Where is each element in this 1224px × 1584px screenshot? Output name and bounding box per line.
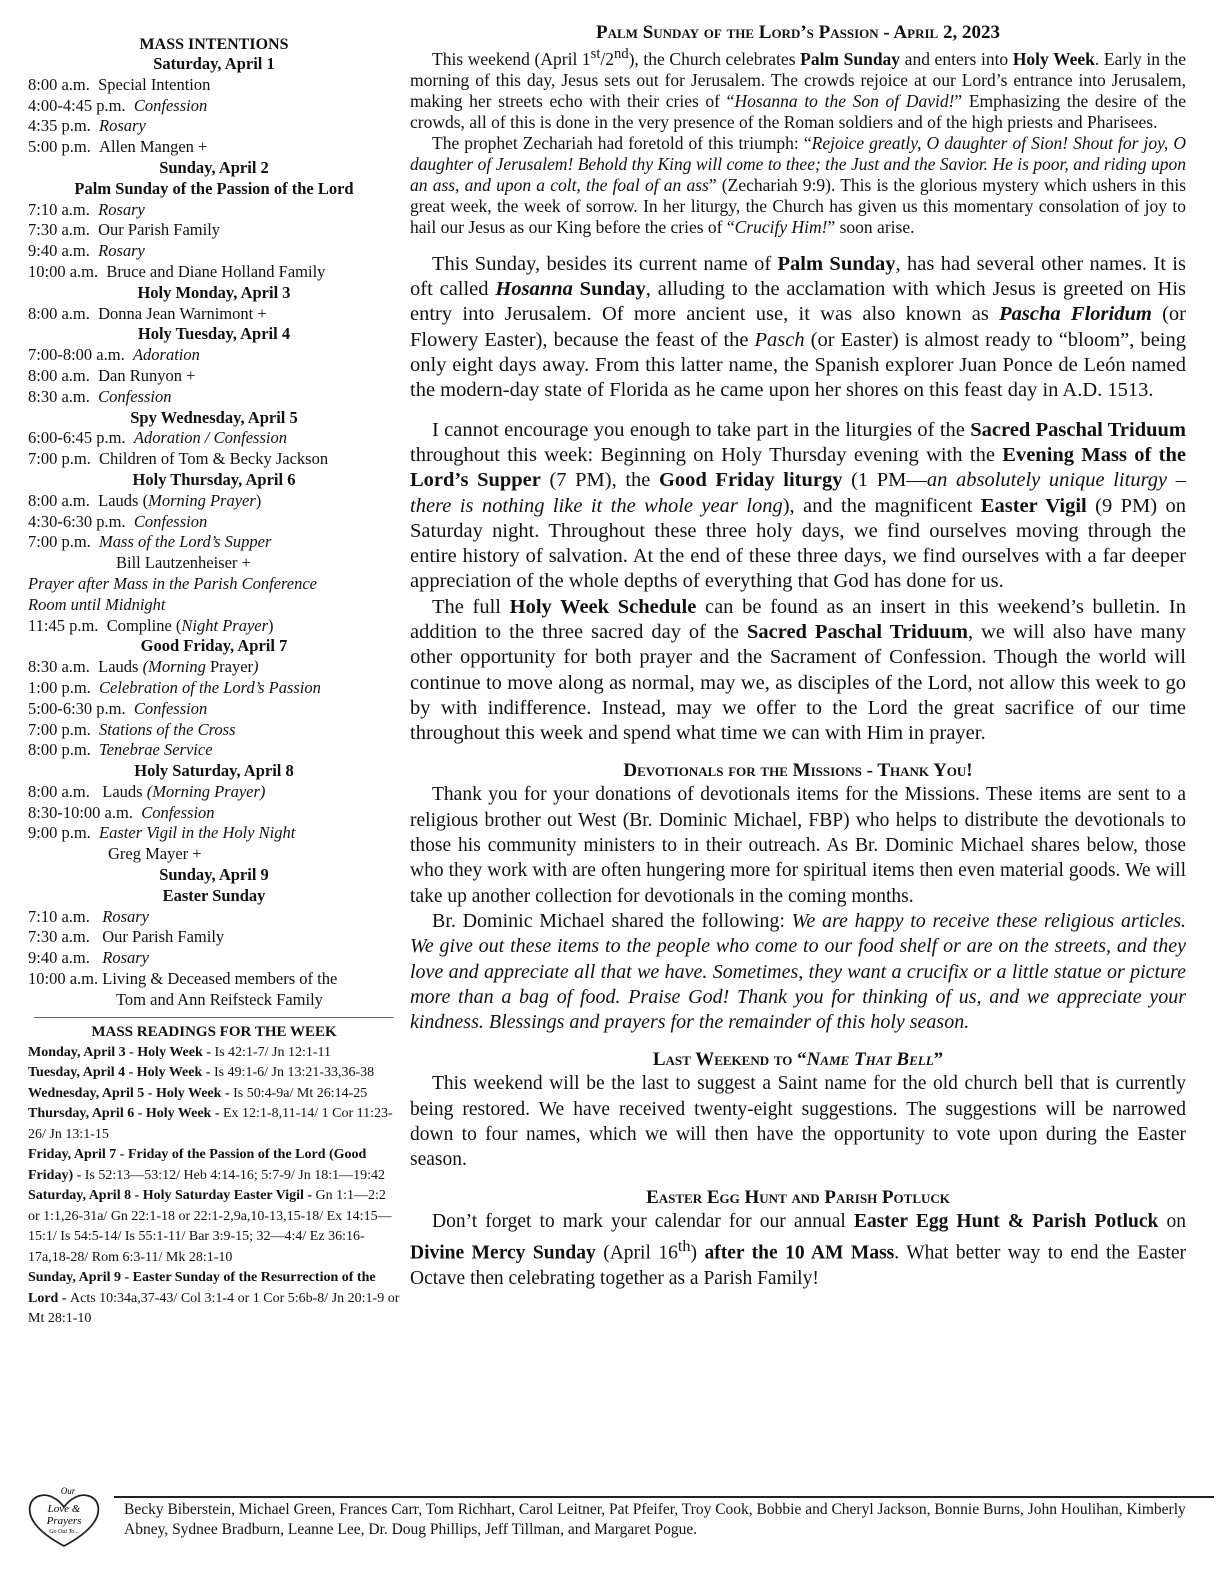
intention-time: 8:00 a.m. bbox=[28, 365, 90, 385]
readings-list bbox=[28, 1043, 400, 1330]
day-heading: Sunday, April 2 bbox=[159, 157, 269, 177]
mass-intentions-days bbox=[28, 54, 400, 470]
intention-line: 9:40 a.m. Rosary bbox=[28, 948, 149, 968]
intention-text: Adoration bbox=[132, 345, 200, 365]
intention-time: 7:00 p.m. bbox=[28, 449, 91, 469]
intention-text: Our Parish Family bbox=[98, 220, 221, 240]
mass-intentions-title: MASS INTENTIONS bbox=[139, 36, 289, 53]
reading-item bbox=[28, 1186, 400, 1268]
intention-line bbox=[28, 241, 400, 262]
intention-time: 7:10 a.m. bbox=[28, 199, 90, 219]
intention-text: Dan Runyon + bbox=[98, 365, 196, 385]
intention-text: Allen Mangen + bbox=[99, 137, 208, 157]
logo-text: Love & bbox=[47, 1503, 81, 1515]
intention-line: Greg Mayer + bbox=[108, 844, 202, 864]
reading-day: Sunday, April 9 - Easter Sunday of the Resurrection of the Lord - bbox=[28, 1270, 376, 1306]
day-heading: Spy Wednesday, April 5 bbox=[130, 407, 298, 427]
intention-text: Children of Tom & Becky Jackson bbox=[99, 449, 329, 469]
intention-text: Adoration / Confession bbox=[133, 428, 287, 448]
intention-line bbox=[28, 428, 400, 449]
intention-line bbox=[28, 387, 400, 408]
intention-time: 4:00-4:45 p.m. bbox=[28, 95, 126, 115]
palm-sunday-paragraph: I cannot encourage you enough to take part in the liturgies of the Sacred Paschal Triduum throughout this week: Beginning on Holy Thursday evening with the Evening Mass of the Lord’s Supper (7 PM), the Good Friday liturgy (1 PM—an absolutely unique liturgy – there is nothing like it the whole year long), and the magnificent Easter Vigil (9 PM) on Saturday night. Throughout these three holy days, we find ourselves moving through the entire history of salvation. At the end of these three days, we find ourselves with a far deeper appreciation of the whole depths of everything that God has done for us. bbox=[410, 418, 1187, 593]
reading-refs: Gn 1:1—2:2 or 1:1,26-31a/ Gn 22:1-18 or 22:1-2,9a,10-13,15-18/ Ex 14:15—15:1/ Is 54:5-14/ Is 55:1-11/ Bar 3:9-15; 32—4:4/ Ez 36:16-17a,18-28/ Rom 6:3-11/ Mk 28:1-10 bbox=[28, 1188, 392, 1265]
intention-line: 8:00 a.m. Lauds (Morning Prayer) bbox=[28, 781, 266, 801]
prayer-names: Becky Biberstein, Michael Green, Frances Carr, Tom Richhart, Carol Leitner, Pat Pfeifer, Troy Cook, Bobbie and Cheryl Jackson, Bonnie Burns, John Houlihan, Kimberly Abney, Sydnee Bradburn, Leanne Lee, Dr. Doug Phillips, Jeff Tillman, and Margaret Pogue. bbox=[124, 1501, 1186, 1538]
intention-time: 8:00 a.m. bbox=[28, 303, 90, 323]
reading-item bbox=[28, 1063, 400, 1084]
intention-line bbox=[28, 220, 400, 241]
reading-day: Monday, April 3 - Holy Week - bbox=[28, 1044, 215, 1060]
prayer-list-footer bbox=[24, 1486, 1194, 1550]
intention-text: Special Intention bbox=[98, 74, 211, 94]
reading-day: Wednesday, April 5 - Holy Week - bbox=[28, 1085, 234, 1101]
reading-item bbox=[28, 1084, 400, 1105]
intention-line: 5:00-6:30 p.m. Confession bbox=[28, 698, 208, 718]
intention-line: Bill Lautzenheiser + bbox=[116, 553, 251, 573]
intention-text: Rosary bbox=[98, 199, 145, 219]
reading-item bbox=[28, 1145, 400, 1186]
intention-time: 8:30 a.m. bbox=[28, 386, 90, 406]
day-heading: Holy Tuesday, April 4 bbox=[137, 324, 291, 344]
palm-sunday-paragraph: This weekend (April 1st/2nd), the Church celebrates Palm Sunday and enters into Holy Week. Early in the morning of this day, Jesus sets out for Jerusalem. The crowds rejoice at our Lord’s entrance into Jerusalem, making her streets echo with their cries of “Hosanna to the Son of David!” Emphasizing the desire of the crowds, all of this is done in the very presence of the Roman soldiers and of the high priests and Pharisees. bbox=[410, 46, 1186, 132]
day-heading: Holy Saturday, April 8 bbox=[134, 761, 294, 781]
intention-time: 7:00-8:00 a.m. bbox=[28, 345, 125, 365]
day-heading: Saturday, April 1 bbox=[153, 54, 275, 73]
readings-title: MASS READINGS FOR THE WEEK bbox=[91, 1023, 337, 1040]
intention-line bbox=[28, 366, 400, 387]
reading-refs: Acts 10:34a,37-43/ Col 3:1-4 or 1 Cor 5:6b-8/ Jn 20:1-9 or Mt 28:1-10 bbox=[28, 1290, 400, 1327]
day-heading: Palm Sunday of the Passion of the Lord bbox=[74, 178, 354, 198]
reading-refs: Is 52:13—53:12/ Heb 4:14-16; 5:7-9/ Jn 18:1—19:42 bbox=[84, 1167, 385, 1183]
intention-text: Rosary bbox=[99, 116, 146, 136]
intention-line bbox=[28, 200, 400, 221]
reading-day: Tuesday, April 4 - Holy Week - bbox=[28, 1065, 214, 1081]
intention-line: 9:00 p.m. Easter Vigil in the Holy Night bbox=[28, 823, 296, 843]
reading-item bbox=[28, 1043, 400, 1064]
love-and-prayers-logo bbox=[24, 1486, 104, 1550]
intention-line bbox=[28, 96, 400, 117]
intention-time: 4:35 p.m. bbox=[28, 116, 91, 136]
intention-time: 10:00 a.m. bbox=[28, 261, 99, 281]
intention-line: Prayer after Mass in the Parish Conference bbox=[28, 573, 318, 593]
logo-text: Prayers bbox=[46, 1515, 82, 1527]
intention-time: 5:00 p.m. bbox=[28, 137, 91, 157]
intention-text: Donna Jean Warnimont + bbox=[98, 303, 267, 323]
footer-rule bbox=[114, 1496, 1214, 1498]
day-heading: Holy Thursday, April 6 bbox=[132, 469, 296, 489]
day-heading: Holy Monday, April 3 bbox=[137, 282, 291, 302]
intention-line bbox=[28, 116, 400, 137]
intention-line: 8:30-10:00 a.m. Confession bbox=[28, 802, 215, 822]
bell-paragraph: This weekend will be the last to suggest a Saint name for the old church bell that is currently being restored. We have received twenty-eight suggestions. The suggestions will be narrowed down to four names, which we will then have the opportunity to vote upon during the Easter season. bbox=[410, 1073, 1186, 1171]
intention-line bbox=[28, 345, 400, 366]
palm-sunday-paragraph: The prophet Zechariah had foretold of this triumph: “Rejoice greatly, O daughter of Sion! Shout for joy, O daughter of Jerusalem! Behold thy King will come to thee; the Just and the Savior. He is poor, and riding upon an ass, and upon a colt, the foal of an ass” (Zechariah 9:9). This is the glorious mystery which ushers in this great week, the week of sorrow. In her liturgy, the Church has given us this momentary consolation of joy to hail our Jesus as our King before the cries of “Crucify Him!” soon arise. bbox=[410, 132, 1186, 237]
intention-line: 10:00 a.m. Living & Deceased members of the bbox=[28, 969, 338, 989]
intention-line: Tom and Ann Reifsteck Family bbox=[116, 989, 323, 1009]
intention-line: 11:45 p.m. Compline (Night Prayer) bbox=[28, 615, 274, 635]
intention-line: 8:30 a.m. Lauds (Morning Prayer) bbox=[28, 657, 259, 677]
intention-line bbox=[28, 137, 400, 158]
mass-intentions-column bbox=[28, 36, 400, 1330]
intention-line bbox=[28, 75, 400, 96]
intention-line: 8:00 a.m. Lauds (Morning Prayer) bbox=[28, 490, 262, 510]
articles-column bbox=[410, 22, 1186, 1291]
reading-day: Saturday, April 8 - Holy Saturday Easter Vigil - bbox=[28, 1188, 316, 1204]
intention-line: 8:00 p.m. Tenebrae Service bbox=[28, 740, 213, 760]
reading-day: Thursday, April 6 - Holy Week - bbox=[28, 1106, 223, 1122]
reading-refs: Is 49:1-6/ Jn 13:21-33,36-38 bbox=[213, 1065, 375, 1081]
devotionals-paragraph: Thank you for your donations of devotionals items for the Missions. These items are sent to a religious brother out West (Br. Dominic Michael, FBP) who helps to distribute the devotionals to those his community ministers to in their outreach. As Br. Dominic Michael shares below, those who they work with are often hungering more for spiritual items then even material goods. We will take up another collection for devotionals in the coming months. bbox=[410, 784, 1186, 907]
reading-refs: Is 42:1-7/ Jn 12:1-11 bbox=[214, 1044, 331, 1060]
intention-text: Confession bbox=[133, 95, 208, 115]
bell-title: Last Weekend to “Name That Bell” bbox=[652, 1049, 944, 1071]
devotionals-title: Devotionals for the Missions - Thank You! bbox=[623, 760, 973, 782]
section-divider bbox=[34, 1017, 394, 1018]
day-heading: Sunday, April 9 bbox=[159, 865, 269, 885]
reading-day: Friday, April 7 - Friday of the Passion of the Lord (Good Friday) - bbox=[28, 1147, 367, 1183]
reading-item bbox=[28, 1268, 400, 1330]
intention-text: Confession bbox=[98, 386, 172, 406]
palm-sunday-paragraph: The full Holy Week Schedule can be found as an insert in this weekend’s bulletin. In addition to the three sacred day of the Sacred Paschal Triduum, we will also have many other opportunity for both prayer and the Sacrament of Confession. Though the world will continue to move along as normal, may we, as disciples of the Lord, not allow this week to go by with indifference. Instead, may we offer to the Lord the great sacrifice of our time throughout this week and spend what time we can with Him in prayer. bbox=[410, 595, 1187, 745]
egg-hunt-title: Easter Egg Hunt and Parish Potluck bbox=[646, 1186, 950, 1208]
intention-line: 4:30-6:30 p.m. Confession bbox=[28, 511, 208, 531]
palm-sunday-paragraph: This Sunday, besides its current name of Palm Sunday, has had several other names. It is oft called Hosanna Sunday, alluding to the acclamation with which Jesus is greeted on His entry into Jerusalem. Of more ancient use, it was also known as Pascha Floridum (or Flowery Easter), because the feast of the Pasch (or Easter) is almost ready to “bloom”, being only eight days away. From this latter name, the Spanish explorer Juan Ponce de León named the modern-day state of Florida as he came upon her shores on this feast day in A.D. 1513. bbox=[410, 252, 1187, 402]
intention-text: Rosary bbox=[98, 241, 145, 261]
logo-text: Our bbox=[60, 1486, 76, 1496]
reading-refs: Is 50:4-9a/ Mt 26:14-25 bbox=[233, 1085, 368, 1101]
intention-line: 1:00 p.m. Celebration of the Lord’s Passion bbox=[28, 677, 321, 697]
intention-line: 7:30 a.m. Our Parish Family bbox=[28, 927, 225, 947]
intention-time: 7:30 a.m. bbox=[28, 220, 90, 240]
intention-time: 8:00 a.m. bbox=[28, 74, 90, 94]
intention-text: Bruce and Diane Holland Family bbox=[106, 261, 326, 281]
intention-line bbox=[28, 304, 400, 325]
devotionals-paragraph: Br. Dominic Michael shared the following: We are happy to receive these religious articles. We give out these items to the people who come to our food shelf or are on the streets, and they love and appreciate all that we have. Sometimes, they want a crucifix or a little statue or picture more than a bag of food. Praise God! Thank you for thinking of us, and we appreciate your kindness. Blessings and prayers for the remainder of this holy season. bbox=[410, 909, 1186, 1034]
reading-refs: Ex 12:1-8,11-14/ 1 Cor 11:23-26/ Jn 13:1-15 bbox=[28, 1106, 393, 1142]
intention-line bbox=[28, 449, 400, 470]
logo-text: Go Out To... bbox=[49, 1529, 79, 1535]
egg-hunt-paragraph: Don’t forget to mark your calendar for our annual Easter Egg Hunt & Parish Potluck on Divine Mercy Sunday (April 16th) after the 10 AM Mass. What better way to end the Easter Octave then celebrating together as a Parish Family! bbox=[410, 1210, 1187, 1289]
intention-line: 7:00 p.m. Mass of the Lord’s Supper bbox=[28, 532, 272, 552]
reading-item bbox=[28, 1104, 400, 1145]
day-heading: Good Friday, April 7 bbox=[140, 636, 288, 656]
palm-sunday-title: Palm Sunday of the Lord’s Passion - April 2, 2023 bbox=[596, 22, 1000, 43]
intention-time: 9:40 a.m. bbox=[28, 241, 90, 261]
intention-line: Room until Midnight bbox=[28, 594, 166, 614]
intention-line bbox=[28, 262, 400, 283]
intention-line: 7:10 a.m. Rosary bbox=[28, 906, 149, 926]
intention-line: 7:00 p.m. Stations of the Cross bbox=[28, 719, 236, 739]
day-heading: Easter Sunday bbox=[162, 885, 266, 905]
intention-time: 6:00-6:45 p.m. bbox=[28, 428, 126, 448]
